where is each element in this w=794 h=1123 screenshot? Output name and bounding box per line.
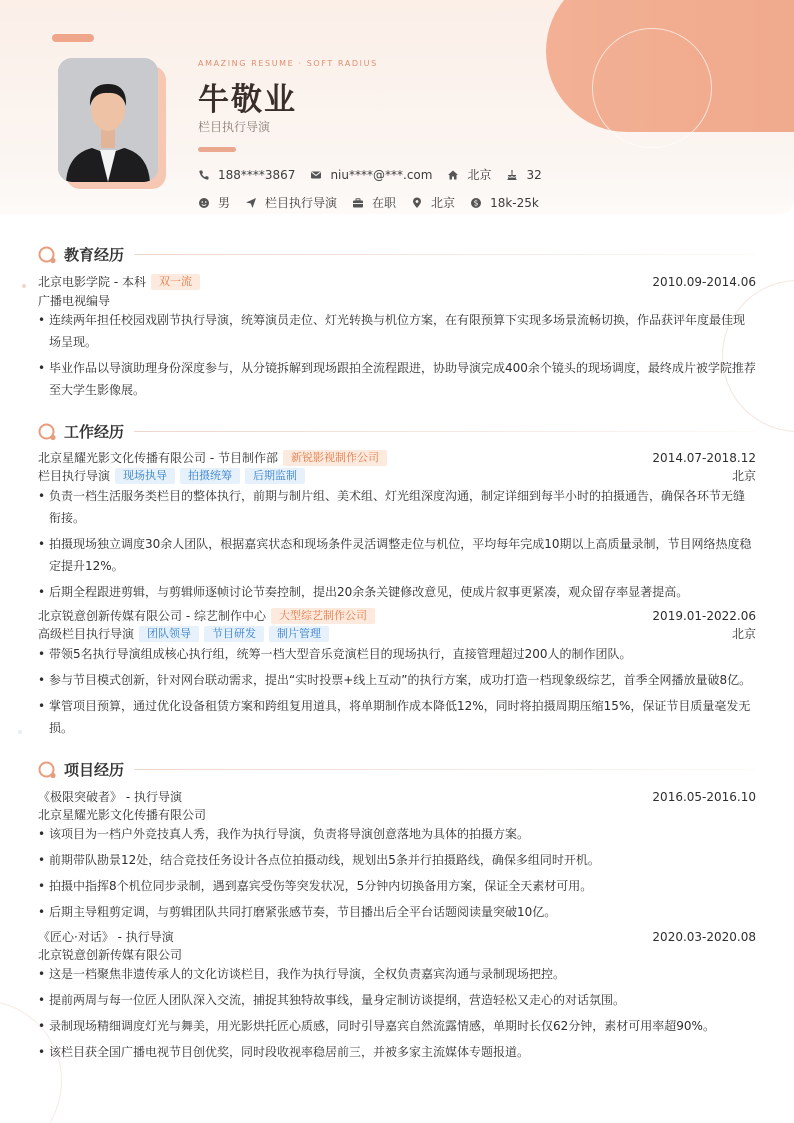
section-title: 教育经历 (64, 246, 125, 264)
project-bullet: • 后期主导粗剪定调，与剪辑团队共同打磨紧张感节奏，节目播出后全平台话题阅读量突破10亿。 (38, 901, 756, 923)
briefcase-icon (352, 197, 364, 209)
decorative-ring (592, 28, 712, 148)
info-gender (198, 194, 230, 211)
work-date: 2019.01-2022.06 (652, 608, 756, 623)
home-text: 北京 (467, 168, 492, 182)
salary-text: 18k-25k (490, 195, 539, 210)
city-text: 北京 (431, 196, 456, 210)
project-org-row (38, 806, 756, 823)
project-bullet: • 前期带队勘景12处，结合竞技任务设计各点位拍摄动线，规划出5条并行拍摄路线，确保多组同时开机。 (38, 849, 756, 871)
candidate-name: 牛敬业 (198, 82, 297, 118)
project-bullet: • 这是一档聚焦非遗传承人的文化访谈栏目，我作为执行导演，全权负责嘉宾沟通与录制现场把控。 (38, 963, 756, 985)
education-entry-header (38, 273, 756, 290)
project-org: 北京锐意创新传媒有限公司 (38, 948, 183, 962)
work-city: 北京 (731, 627, 756, 641)
section-icon (38, 422, 57, 441)
project-bullet: • 提前两周与每一位匠人团队深入交流，捕捉其独特故事线，量身定制访谈提纲，营造轻松又走心的对话氛围。 (38, 989, 756, 1011)
skill-tag: 拍摄统筹 (180, 468, 240, 484)
info-target-role (245, 194, 337, 211)
project-bullet: • 拍摄中指挥8个机位同步录制，遇到嘉宾受伤等突发状况，5分钟内切换备用方案，保证全天素材可用。 (38, 875, 756, 897)
info-phone (198, 168, 295, 182)
work-entry-header (38, 607, 756, 624)
work-bullet: • 掌管项目预算，通过优化设备租赁方案和跨组复用道具，将单期制作成本降低12%，同时将拍摄周期压缩15%，保证节目质量毫发无损。 (38, 695, 756, 739)
phone-icon (198, 169, 210, 181)
project-bullet: • 该项目为一档户外竞技真人秀，我作为执行导演，负责将导演创意落地为具体的拍摄方案。 (38, 823, 756, 845)
company-tag: 大型综艺制作公司 (271, 608, 375, 624)
gender-icon (198, 197, 210, 209)
home-icon (447, 169, 459, 181)
status-text: 在职 (372, 196, 397, 210)
info-email (310, 168, 432, 182)
work-date: 2014.07-2018.12 (652, 450, 756, 465)
email-text: niu****@***.com (330, 167, 433, 182)
position: 栏目执行导演 (38, 469, 111, 483)
mail-icon (310, 169, 322, 181)
project-entry-header (38, 788, 756, 805)
salary-icon (470, 197, 482, 209)
company-name: 北京锐意创新传媒有限公司 - 综艺制作中心 (38, 609, 266, 623)
section-divider (134, 431, 756, 432)
education-bullet: • 毕业作品以导演助理身份深度参与，从分镜拆解到现场跟拍全流程跟进，协助导演完成400余个镜头的现场调度，最终成片被学院推荐至大学生影像展。 (38, 357, 756, 401)
candidate-role: 栏目执行导演 (198, 120, 271, 134)
work-position-row (38, 625, 756, 642)
project-name: 《匠心·对话》 - 执行导演 (38, 930, 174, 944)
section-icon (38, 245, 57, 264)
decorative-dot (18, 730, 22, 734)
info-salary (470, 196, 539, 210)
send-icon (245, 197, 257, 209)
skill-tag: 制片管理 (269, 626, 329, 642)
info-home (447, 166, 491, 183)
section-divider (134, 254, 756, 255)
project-name: 《极限突破者》 - 执行导演 (38, 790, 182, 804)
svg-text:$: $ (473, 198, 479, 208)
project-bullet: • 录制现场精细调度灯光与舞美，用光影烘托匠心质感，同时引导嘉宾自然流露情感，单期时长仅62分钟，素材可用率超90%。 (38, 1015, 756, 1037)
projects-section-header (38, 759, 756, 780)
company-tag: 新锐影视制作公司 (283, 450, 387, 466)
major: 广播电视编导 (38, 294, 111, 308)
info-age (506, 168, 541, 182)
section-title: 项目经历 (64, 761, 125, 779)
profile-row (198, 194, 554, 211)
profile-photo (58, 58, 158, 182)
work-city: 北京 (731, 469, 756, 483)
project-org-row (38, 946, 756, 963)
project-org: 北京星耀光影文化传播有限公司 (38, 808, 207, 822)
school-tag: 双一流 (151, 274, 200, 290)
age-text: 32 (526, 167, 542, 182)
work-section-header (38, 421, 756, 442)
school-name: 北京电影学院 - 本科 (38, 275, 146, 289)
accent-underline (198, 147, 236, 152)
company-name: 北京星耀光影文化传播有限公司 - 节目制作部 (38, 451, 278, 465)
education-major-row (38, 292, 756, 309)
decorative-dot (22, 284, 26, 288)
section-title: 工作经历 (64, 423, 125, 441)
location-pin-icon (411, 197, 423, 209)
education-section-header (38, 244, 756, 265)
work-bullet: • 带领5名执行导演组成核心执行组，统筹一档大型音乐竞演栏目的现场执行，直接管理超过200人的制作团队。 (38, 643, 756, 665)
project-entry-header (38, 928, 756, 945)
info-city (411, 194, 455, 211)
info-status (352, 194, 396, 211)
education-date: 2010.09-2014.06 (652, 274, 756, 289)
section-divider (134, 769, 756, 770)
skill-tag: 团队领导 (139, 626, 199, 642)
phone-text: 188****3867 (218, 167, 296, 182)
work-position-row (38, 467, 756, 484)
work-entry-header (38, 449, 756, 466)
project-date: 2016.05-2016.10 (652, 789, 756, 804)
cake-icon (506, 169, 518, 181)
resume-kicker: AMAZING RESUME · SOFT RADIUS (198, 59, 378, 68)
accent-bar (52, 34, 94, 42)
contact-row (198, 166, 557, 183)
skill-tag: 现场执导 (115, 468, 175, 484)
target-role-text: 栏目执行导演 (265, 196, 338, 210)
section-icon (38, 760, 57, 779)
work-bullet: • 负责一档生活服务类栏目的整体执行，前期与制片组、美术组、灯光组深度沟通，制定详细到每半小时的拍摄通告，确保各环节无缝衔接。 (38, 485, 756, 529)
education-bullet: • 连续两年担任校园戏剧节执行导演，统筹演员走位、灯光转换与机位方案，在有限预算下实现多场景流畅切换，作品获评年度最佳现场呈现。 (38, 309, 756, 353)
skill-tag: 节目研发 (204, 626, 264, 642)
gender-text: 男 (218, 196, 231, 210)
project-bullet: • 该栏目获全国广播电视节目创优奖，同时段收视率稳居前三，并被多家主流媒体专题报道。 (38, 1041, 756, 1063)
work-bullet: • 拍摄现场独立调度30余人团队，根据嘉宾状态和现场条件灵活调整走位与机位，平均每年完成10期以上高质量录制，节目网络热度稳定提升12%。 (38, 533, 756, 577)
position: 高级栏目执行导演 (38, 627, 135, 641)
skill-tag: 后期监制 (245, 468, 305, 484)
work-bullet: • 后期全程跟进剪辑，与剪辑师逐帧讨论节奏控制，提出20余条关键修改意见，使成片叙事更紧凑，观众留存率显著提高。 (38, 581, 756, 603)
project-date: 2020.03-2020.08 (652, 929, 756, 944)
work-bullet: • 参与节目模式创新，针对网台联动需求，提出“实时投票+线上互动”的执行方案，成功打造一档现象级综艺，首季全网播放量破8亿。 (38, 669, 756, 691)
